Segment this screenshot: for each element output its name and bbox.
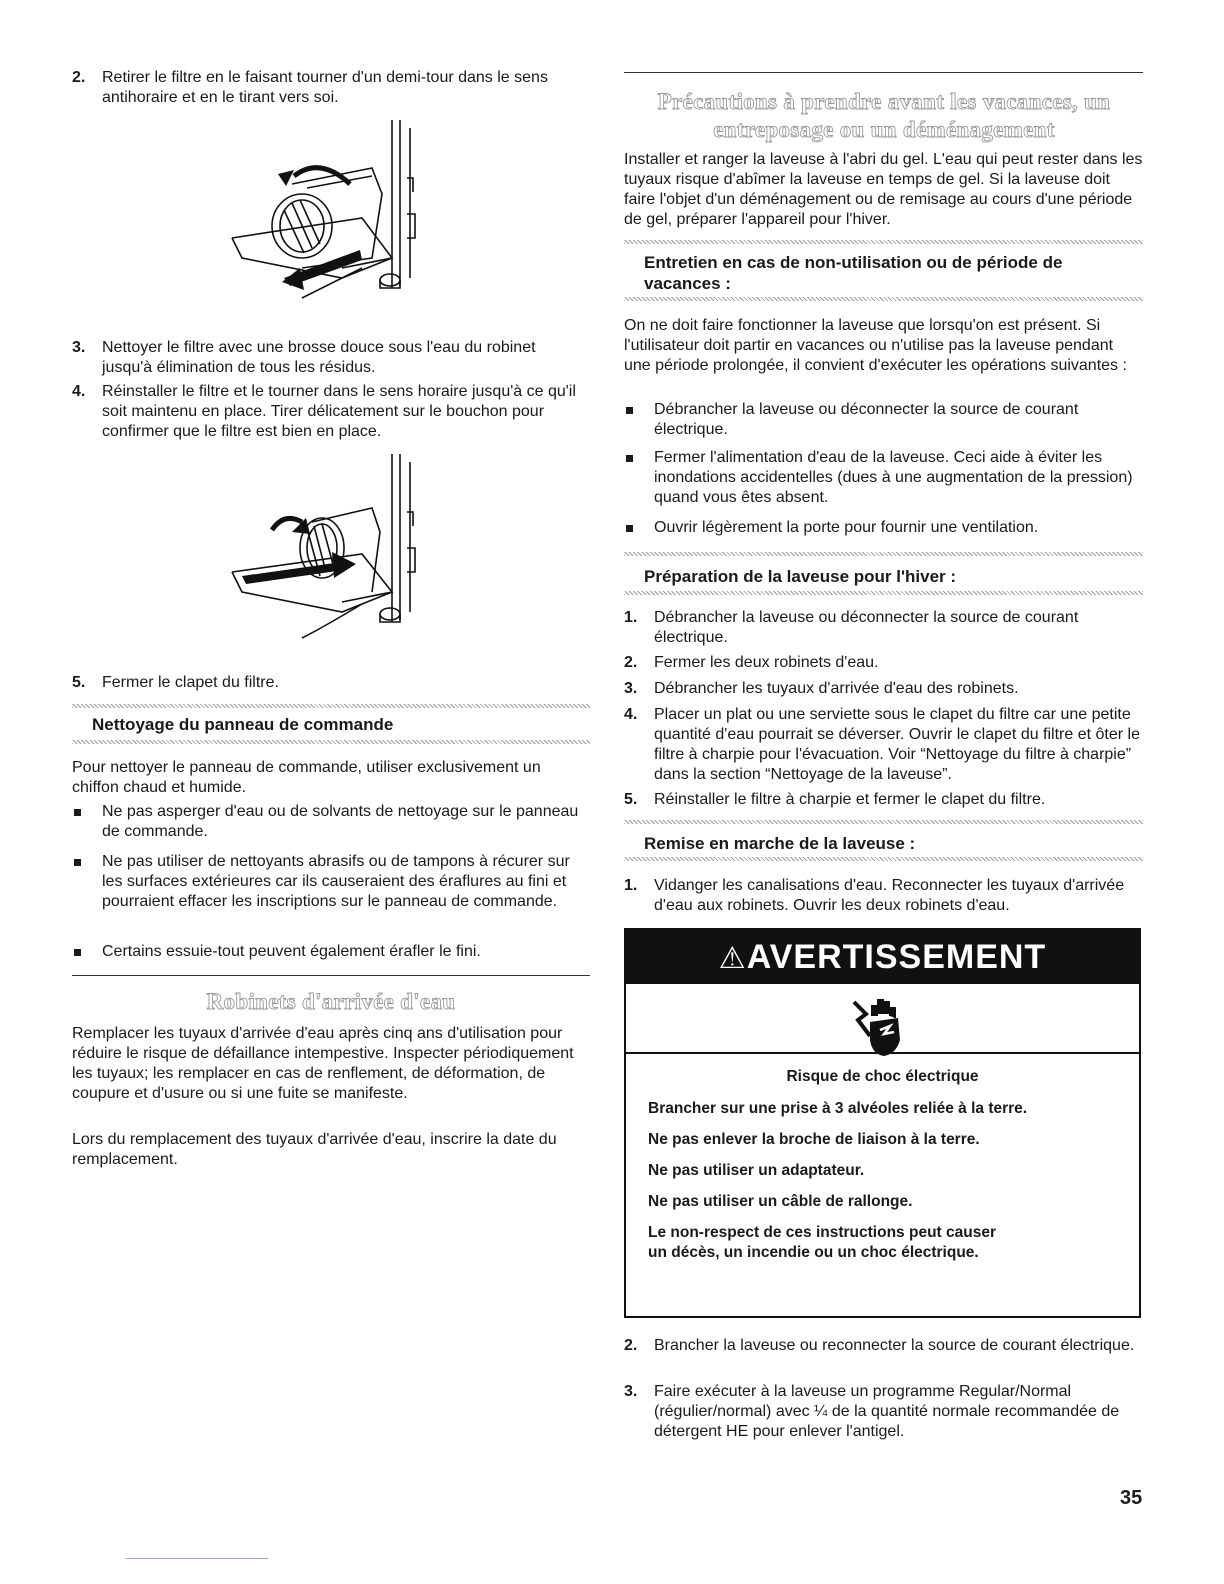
warning-consequence-line-2: un décès, un incendie ou un choc électrique.: [648, 1244, 979, 1261]
step-text: Débrancher les tuyaux d'arrivée d'eau des robinets.: [654, 680, 1019, 697]
divider-hatch: [624, 857, 1143, 861]
warning-title-bar: [626, 930, 1139, 984]
water-inlet-paragraph-1: Remplacer les tuyaux d'arrivée d'eau après cinq ans d'utilisation pour réduire le risque de défaillance intempestive. Inspecter périodiquement les tuyaux; les remplacer en cas de renflement, de déformation, de coupure et d'usure ou si une fuite se manifeste.: [72, 1025, 574, 1102]
bullet-item: [72, 802, 590, 842]
restart-heading: Remise en marche de la laveuse :: [644, 834, 916, 853]
step-text: Brancher la laveuse ou reconnecter la source de courant électrique.: [654, 1337, 1135, 1354]
bullet-item: [72, 942, 590, 962]
bullet-item: [624, 448, 1143, 508]
step-number: 3.: [624, 680, 638, 697]
bullet-text: Ouvrir légèrement la porte pour fournir une ventilation.: [654, 519, 1039, 536]
step-text: Fermer le clapet du filtre.: [102, 674, 279, 691]
water-inlet-heading: Robinets d'arrivée d'eau: [206, 989, 456, 1014]
section-rule: [624, 72, 1143, 73]
vacation-section-intro: Installer et ranger la laveuse à l'abri du gel. L'eau qui peut rester dans les tuyaux risque d'abîmer la laveuse en temps de gel. Si la laveuse doit faire l'objet d'un déménagement ou de remisage au cours d'une période de gel, préparer l'appareil pour l'hiver.: [624, 151, 1143, 228]
bullet-icon: [624, 400, 654, 440]
step-clean-filter: [72, 338, 590, 378]
step-number: 2.: [624, 654, 638, 671]
restart-step: [624, 876, 1143, 916]
divider-hatch: [624, 820, 1143, 824]
bullet-icon: [72, 802, 102, 842]
warning-icon-area: [626, 984, 1139, 1054]
bullet-text: Certains essuie-tout peuvent également érafler le fini.: [102, 943, 481, 960]
step-remove-filter: [72, 68, 590, 108]
electric-shock-hand-icon: [850, 996, 916, 1060]
page-number: 35: [1120, 1487, 1143, 1509]
bullet-icon: [624, 518, 654, 538]
step-text: Retirer le filtre en le faisant tourner d'un demi-tour dans le sens antihoraire et en le tirant vers soi.: [102, 69, 548, 106]
panel-cleaning-heading: Nettoyage du panneau de commande: [92, 715, 394, 734]
step-text: Placer un plat ou une serviette sous le clapet du filtre car une petite quantité d'eau pourrait se déverser. Ouvrir le clapet du filtre et ôter le filtre à charpie pour l'évacuation. Voir “Nettoyage du filtre à charpie” dans la section “Nettoyage de la laveuse”.: [654, 706, 1140, 783]
warning-consequence-line-1: Le non-respect de ces instructions peut causer: [648, 1224, 996, 1241]
winterize-step: [624, 790, 1143, 810]
winterize-step: [624, 608, 1143, 648]
warning-line: Brancher sur une prise à 3 alvéoles reliée à la terre.: [648, 1100, 1028, 1117]
restart-step: [624, 1382, 1143, 1442]
divider-hatch: [624, 591, 1143, 595]
winterize-step: [624, 679, 1143, 699]
divider-hatch: [624, 297, 1143, 301]
step-number: 3.: [72, 339, 86, 356]
winterize-step: [624, 653, 1143, 673]
divider-hatch: [72, 740, 590, 744]
step-number: 5.: [624, 791, 638, 808]
divider-hatch: [72, 704, 590, 708]
vacation-care-heading: Entretien en cas de non-utilisation ou de période de vacances :: [644, 253, 1063, 293]
winterize-step: [624, 705, 1143, 785]
step-close-flap: [72, 673, 590, 693]
step-number: 3.: [624, 1383, 638, 1400]
step-number: 2.: [624, 1337, 638, 1354]
bullet-item: [624, 518, 1143, 538]
step-text: Fermer les deux robinets d'eau.: [654, 654, 879, 671]
step-number: 1.: [624, 609, 638, 626]
section-rule: [72, 975, 590, 976]
warning-line: Ne pas utiliser un adaptateur.: [648, 1162, 865, 1179]
warning-risk-title: Risque de choc électrique: [786, 1068, 979, 1085]
bullet-icon: [624, 448, 654, 508]
footer-rule: [126, 1558, 268, 1559]
vacation-section-heading: Précautions à prendre avant les vacances, un entreposage ou un déménagement: [657, 89, 1111, 142]
bullet-icon: [72, 942, 102, 962]
step-number: 4.: [624, 706, 638, 723]
step-text: Nettoyer le filtre avec une brosse douce sous l'eau du robinet jusqu'à élimination de tous les résidus.: [102, 339, 536, 376]
warning-line: Ne pas enlever la broche de liaison à la terre.: [648, 1131, 980, 1148]
warning-title: AVERTISSEMENT: [746, 938, 1047, 976]
filter-reinstall-illustration: [222, 452, 432, 652]
step-number: 5.: [72, 674, 86, 691]
step-number: 4.: [72, 383, 86, 400]
step-reinstall-filter: [72, 382, 590, 442]
filter-removal-illustration: [222, 118, 432, 318]
water-inlet-paragraph-2: Lors du remplacement des tuyaux d'arrivée d'eau, inscrire la date du remplacement.: [72, 1131, 557, 1168]
winterize-heading: Préparation de la laveuse pour l'hiver :: [644, 567, 957, 586]
step-text: Vidanger les canalisations d'eau. Reconnecter les tuyaux d'arrivée d'eau aux robinets. Ouvrir les deux robinets d'eau.: [654, 877, 1125, 914]
step-text: Débrancher la laveuse ou déconnecter la source de courant électrique.: [654, 609, 1079, 646]
bullet-text: Débrancher la laveuse ou déconnecter la source de courant électrique.: [654, 401, 1079, 438]
bullet-item: [624, 400, 1143, 440]
warning-line: Ne pas utiliser un câble de rallonge.: [648, 1193, 913, 1210]
step-text: Réinstaller le filtre et le tourner dans le sens horaire jusqu'à ce qu'il soit maintenu en place. Tirer délicatement sur le bouchon pour confirmer que le filtre est bien en place.: [102, 383, 576, 440]
bullet-text: Fermer l'alimentation d'eau de la laveuse. Ceci aide à éviter les inondations accidentelles (dues à une augmentation de la pression) quand vous êtes absent.: [654, 449, 1133, 506]
step-number: 2.: [72, 69, 86, 86]
step-text: Faire exécuter à la laveuse un programme Regular/Normal (régulier/normal) avec ¼ de la quantité normale recommandée de détergent HE pour enlever l'antigel.: [654, 1383, 1120, 1440]
divider-hatch: [624, 240, 1143, 244]
vacation-care-intro: On ne doit faire fonctionner la laveuse que lorsqu'on est présent. Si l'utilisateur doit partir en vacances ou n'utilise pas la laveuse pendant une période prolongée, il convient d'exécuter les opérations suivantes :: [624, 317, 1127, 374]
warning-triangle-icon: ⚠: [718, 942, 747, 975]
step-number: 1.: [624, 877, 638, 894]
restart-step: [624, 1336, 1143, 1356]
bullet-text: Ne pas asperger d'eau ou de solvants de nettoyage sur le panneau de commande.: [102, 803, 579, 840]
panel-cleaning-intro: Pour nettoyer le panneau de commande, utiliser exclusivement un chiffon chaud et humide.: [72, 759, 541, 796]
bullet-item: [72, 852, 572, 912]
bullet-icon: [72, 852, 102, 912]
bullet-text: Ne pas utiliser de nettoyants abrasifs ou de tampons à récurer sur les surfaces extérieures car ils causeraient des éraflures au fini et pourraient effacer les inscriptions sur le panneau de commande.: [102, 853, 570, 910]
divider-hatch: [624, 552, 1143, 556]
step-text: Réinstaller le filtre à charpie et fermer le clapet du filtre.: [654, 791, 1046, 808]
electrical-shock-warning-box: [624, 928, 1141, 1318]
